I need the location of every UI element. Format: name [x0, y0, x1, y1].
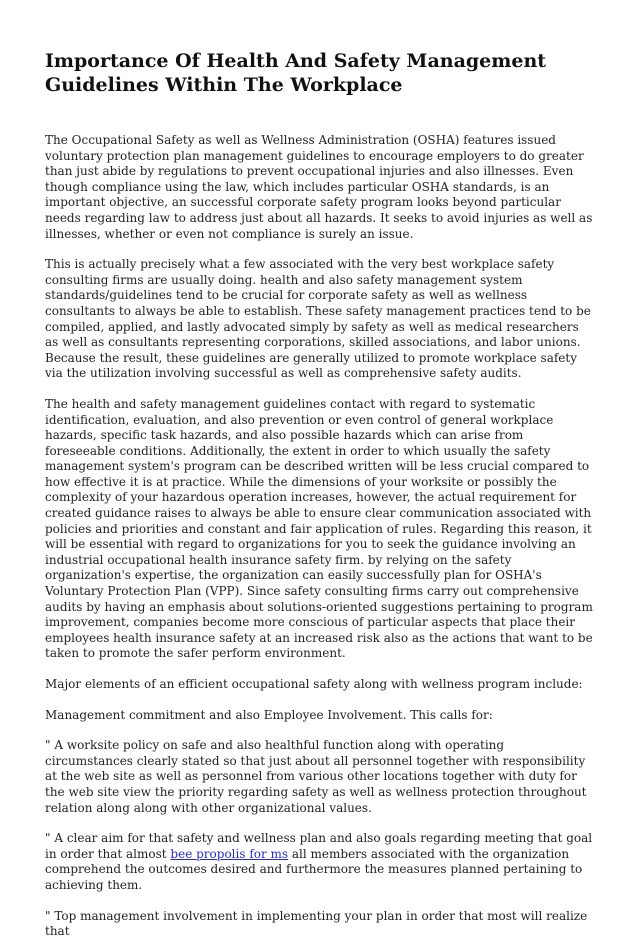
paragraph-clear-aim — [45, 831, 594, 893]
paragraph-intro: The Occupational Safety as well as Wellness Administration (OSHA) features issued voluntary protection plan management guidelines to encourage employers to do greater than just abide by regulations to prevent occupational injuries and also illnesses. Even though compliance using the law, which includes particular OSHA standards, is an important objective, an successful corporate safety program looks beyond particular needs regarding law to address just about all hazards. It seeks to avoid injuries as well as illnesses, whether or even not compliance is surely an issue. — [45, 133, 593, 241]
paragraph-worksite-policy: " A worksite policy on safe and also healthful function along with operating circumstances clearly stated so that just about all personnel together with responsibility at the web site as well as personnel from various other locations together with duty for the web site view the priority regarding safety as well as wellness protection throughout relation along along with other organizational values. — [45, 738, 587, 815]
paragraph-consulting-firms: This is actually precisely what a few associated with the very best workplace safety consulting firms are usually doing. health and also safety management system standards/guidelines tend to be crucial for corporate safety as well as wellness consultants to always be able to establish. These safety management practices tend to be compiled, applied, and lastly advocated simply by safety as well as medical researchers as well as consultants representing corporations, skilled associations, and labor unions. Because the result, these guidelines are generally utilized to promote workplace safety via the utilization involving successful as well as comprehensive safety audits. — [45, 257, 591, 381]
clear-aim-text-before: " A clear aim for that safety and wellness plan and also goals regarding meeting that goal in order that almost — [45, 831, 593, 861]
paragraph-management-commitment: Management commitment and also Employee Involvement. This calls for: — [45, 707, 493, 722]
page-title: Importance Of Health And Safety Management Guidelines Within The Workplace — [45, 50, 547, 96]
paragraph-guidelines: The health and safety management guidelines contact with regard to systematic identification, evaluation, and also prevention or even control of general workplace hazards, specific task hazards, and also possible hazards which can arise from foreseeable conditions. Additionally, the extent in order to which usually the safety management system's program can be described written will be less crucial compared to how effective it is at practice. While the dimensions of your worksite or possibly the complexity of your hazardous operation increases, however, the actual requirement for created guidance raises to always be able to ensure clear communication associated with policies and priorities and constant and fair application of rules. Regarding this reason, it will be essential with regard to organizations for you to seek the guidance involving an industrial occupational health insurance safety firm. by relying on the safety organization's expertise, the organization can easily successfully plan for OSHA's Voluntary Protection Plan (VPP). Since safety consulting firms carry out comprehensive audits by having an emphasis about solutions-oriented suggestions pertaining to program improvement, companies become more conscious of particular aspects that place their employees health insurance safety at an increased risk also as the actions that want to be taken to promote the safer perform environment. — [45, 396, 593, 661]
bee-propolis-link[interactable]: bee propolis for ms — [170, 846, 289, 861]
clear-aim-text-after: all members associated with the organization comprehend the outcomes desired and furthermore the measures planned pertaining to achieving them. — [45, 846, 583, 892]
paragraph-major-elements: Major elements of an efficient occupational safety along with wellness program include: — [45, 677, 583, 691]
paragraph-top-management: " Top management involvement in implementing your plan in order that most will realize that — [45, 908, 588, 939]
